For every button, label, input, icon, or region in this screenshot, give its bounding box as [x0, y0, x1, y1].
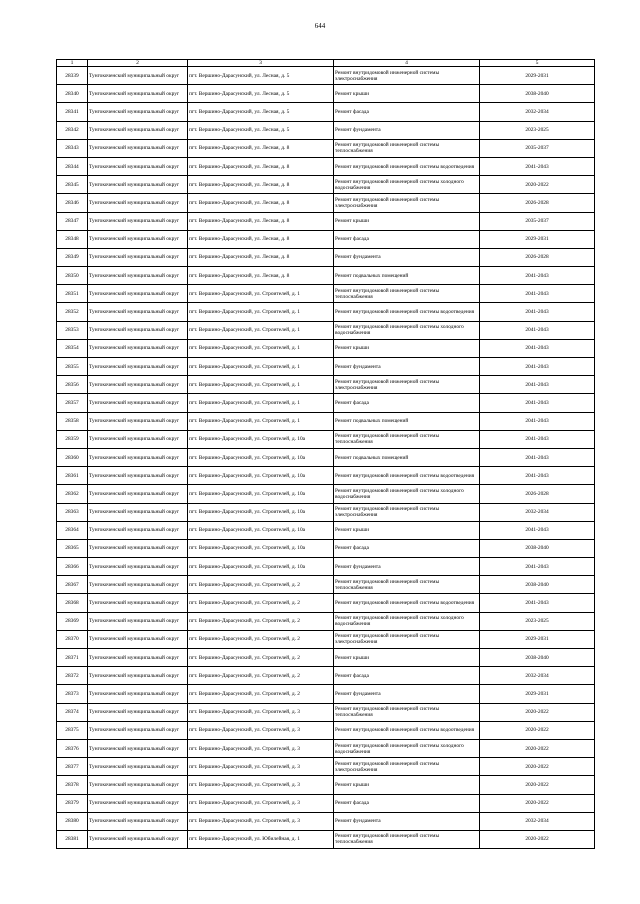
- address-cell: пгт. Вершино-Дарасунский, ул. Лесная, д. 8: [188, 212, 334, 230]
- row-number-cell: 28357: [57, 394, 88, 412]
- municipality-cell: Тунгокоченский муниципальный округ: [88, 812, 188, 830]
- work-type-cell: Ремонт фундамента: [334, 812, 480, 830]
- row-number-cell: 28345: [57, 176, 88, 194]
- work-type-cell: Ремонт фасада: [334, 794, 480, 812]
- address-cell: пгт. Вершино-Дарасунский, ул. Лесная, д. 8: [188, 248, 334, 266]
- table-row: [57, 139, 595, 157]
- work-type-cell: Ремонт внутридомовой инженерной системы электроснабжения: [334, 630, 480, 648]
- period-cell: 2020-2022: [480, 830, 595, 848]
- period-cell: 2032-2034: [480, 503, 595, 521]
- work-type-cell: Ремонт фасада: [334, 539, 480, 557]
- period-cell: 2026-2028: [480, 485, 595, 503]
- work-type-cell: Ремонт внутридомовой инженерной системы теплоснабжения: [334, 703, 480, 721]
- row-number-cell: 28368: [57, 594, 88, 612]
- work-type-cell: Ремонт крыши: [334, 521, 480, 539]
- table-row: [57, 176, 595, 194]
- row-number-cell: 28363: [57, 503, 88, 521]
- row-number-cell: 28364: [57, 521, 88, 539]
- work-type-cell: Ремонт крыши: [334, 85, 480, 103]
- header-row: [57, 60, 595, 67]
- work-type-cell: Ремонт подвальных помещений: [334, 448, 480, 466]
- work-type-cell: Ремонт внутридомовой инженерной системы теплоснабжения: [334, 830, 480, 848]
- period-cell: 2026-2028: [480, 248, 595, 266]
- work-type-cell: Ремонт фундамента: [334, 121, 480, 139]
- table-row: [57, 67, 595, 85]
- table-row: [57, 667, 595, 685]
- work-type-cell: Ремонт фундамента: [334, 248, 480, 266]
- municipality-cell: Тунгокоченский муниципальный округ: [88, 285, 188, 303]
- municipality-cell: Тунгокоченский муниципальный округ: [88, 503, 188, 521]
- work-type-cell: Ремонт внутридомовой инженерной системы электроснабжения: [334, 758, 480, 776]
- municipality-cell: Тунгокоченский муниципальный округ: [88, 558, 188, 576]
- work-type-cell: Ремонт фасада: [334, 667, 480, 685]
- period-cell: 2020-2022: [480, 721, 595, 739]
- table-row: [57, 321, 595, 339]
- row-number-cell: 28346: [57, 194, 88, 212]
- row-number-cell: 28369: [57, 612, 88, 630]
- period-cell: 2041-2043: [480, 430, 595, 448]
- work-type-cell: Ремонт крыши: [334, 212, 480, 230]
- address-cell: пгт. Вершино-Дарасунский, ул. Строителей, д. 2: [188, 685, 334, 703]
- row-number-cell: 28354: [57, 339, 88, 357]
- address-cell: пгт. Вершино-Дарасунский, ул. Строителей, д. 1: [188, 321, 334, 339]
- address-cell: пгт. Вершино-Дарасунский, ул. Строителей, д. 1: [188, 412, 334, 430]
- row-number-cell: 28340: [57, 85, 88, 103]
- table-row: [57, 412, 595, 430]
- municipality-cell: Тунгокоченский муниципальный округ: [88, 521, 188, 539]
- table-row: [57, 721, 595, 739]
- work-type-cell: Ремонт фундамента: [334, 558, 480, 576]
- work-type-cell: Ремонт внутридомовой инженерной системы водоотведения: [334, 303, 480, 321]
- municipality-cell: Тунгокоченский муниципальный округ: [88, 67, 188, 85]
- table-row: [57, 303, 595, 321]
- period-cell: 2026-2028: [480, 194, 595, 212]
- work-type-cell: Ремонт внутридомовой инженерной системы электроснабжения: [334, 67, 480, 85]
- table-row: [57, 230, 595, 248]
- table-row: [57, 576, 595, 594]
- municipality-cell: Тунгокоченский муниципальный округ: [88, 630, 188, 648]
- period-cell: 2041-2043: [480, 448, 595, 466]
- municipality-cell: Тунгокоченский муниципальный округ: [88, 85, 188, 103]
- address-cell: пгт. Вершино-Дарасунский, ул. Лесная, д. 5: [188, 121, 334, 139]
- municipality-cell: Тунгокоченский муниципальный округ: [88, 721, 188, 739]
- row-number-cell: 28376: [57, 739, 88, 757]
- period-cell: 2035-2037: [480, 139, 595, 157]
- address-cell: пгт. Вершино-Дарасунский, ул. Строителей, д. 1: [188, 358, 334, 376]
- row-number-cell: 28361: [57, 467, 88, 485]
- period-cell: 2041-2043: [480, 157, 595, 175]
- municipality-cell: Тунгокоченский муниципальный округ: [88, 176, 188, 194]
- table-row: [57, 630, 595, 648]
- address-cell: пгт. Вершино-Дарасунский, ул. Лесная, д. 5: [188, 67, 334, 85]
- address-cell: пгт. Вершино-Дарасунский, ул. Лесная, д. 8: [188, 157, 334, 175]
- address-cell: пгт. Вершино-Дарасунский, ул. Строителей, д. 10а: [188, 430, 334, 448]
- municipality-cell: Тунгокоченский муниципальный округ: [88, 739, 188, 757]
- header-cell-2: 2: [88, 60, 188, 67]
- table-row: [57, 649, 595, 667]
- period-cell: 2032-2034: [480, 667, 595, 685]
- table-row: [57, 267, 595, 285]
- address-cell: пгт. Вершино-Дарасунский, ул. Строителей, д. 1: [188, 394, 334, 412]
- period-cell: 2041-2043: [480, 467, 595, 485]
- address-cell: пгт. Вершино-Дарасунский, ул. Строителей, д. 10а: [188, 558, 334, 576]
- address-cell: пгт. Вершино-Дарасунский, ул. Строителей, д. 2: [188, 649, 334, 667]
- row-number-cell: 28353: [57, 321, 88, 339]
- municipality-cell: Тунгокоченский муниципальный округ: [88, 303, 188, 321]
- period-cell: 2032-2034: [480, 812, 595, 830]
- period-cell: 2029-2031: [480, 685, 595, 703]
- municipality-cell: Тунгокоченский муниципальный округ: [88, 248, 188, 266]
- header-cell-4: 4: [334, 60, 480, 67]
- row-number-cell: 28349: [57, 248, 88, 266]
- row-number-cell: 28365: [57, 539, 88, 557]
- address-cell: пгт. Вершино-Дарасунский, ул. Строителей, д. 3: [188, 776, 334, 794]
- address-cell: пгт. Вершино-Дарасунский, ул. Лесная, д. 8: [188, 194, 334, 212]
- row-number-cell: 28366: [57, 558, 88, 576]
- row-number-cell: 28339: [57, 67, 88, 85]
- header-cell-1: 1: [57, 60, 88, 67]
- data-table: [56, 59, 595, 849]
- address-cell: пгт. Вершино-Дарасунский, ул. Строителей, д. 1: [188, 339, 334, 357]
- address-cell: пгт. Вершино-Дарасунский, ул. Строителей, д. 10а: [188, 539, 334, 557]
- table-row: [57, 703, 595, 721]
- address-cell: пгт. Вершино-Дарасунский, ул. Лесная, д. 5: [188, 103, 334, 121]
- municipality-cell: Тунгокоченский муниципальный округ: [88, 467, 188, 485]
- table-row: [57, 558, 595, 576]
- work-type-cell: Ремонт крыши: [334, 776, 480, 794]
- address-cell: пгт. Вершино-Дарасунский, ул. Строителей, д. 10а: [188, 467, 334, 485]
- period-cell: 2023-2025: [480, 612, 595, 630]
- municipality-cell: Тунгокоченский муниципальный округ: [88, 539, 188, 557]
- municipality-cell: Тунгокоченский муниципальный округ: [88, 667, 188, 685]
- table-row: [57, 430, 595, 448]
- table-row: [57, 157, 595, 175]
- address-cell: пгт. Вершино-Дарасунский, ул. Юбилейная, д. 1: [188, 830, 334, 848]
- work-type-cell: Ремонт фундамента: [334, 685, 480, 703]
- table-row: [57, 594, 595, 612]
- work-type-cell: Ремонт фундамента: [334, 358, 480, 376]
- table-row: [57, 812, 595, 830]
- address-cell: пгт. Вершино-Дарасунский, ул. Строителей, д. 10а: [188, 503, 334, 521]
- row-number-cell: 28343: [57, 139, 88, 157]
- municipality-cell: Тунгокоченский муниципальный округ: [88, 758, 188, 776]
- work-type-cell: Ремонт внутридомовой инженерной системы теплоснабжения: [334, 430, 480, 448]
- period-cell: 2020-2022: [480, 703, 595, 721]
- table-row: [57, 339, 595, 357]
- period-cell: 2041-2043: [480, 285, 595, 303]
- row-number-cell: 28356: [57, 376, 88, 394]
- table-row: [57, 612, 595, 630]
- work-type-cell: Ремонт внутридомовой инженерной системы электроснабжения: [334, 376, 480, 394]
- work-type-cell: Ремонт внутридомовой инженерной системы электроснабжения: [334, 194, 480, 212]
- municipality-cell: Тунгокоченский муниципальный округ: [88, 576, 188, 594]
- page-number: 644: [314, 22, 326, 30]
- municipality-cell: Тунгокоченский муниципальный округ: [88, 212, 188, 230]
- work-type-cell: Ремонт подвальных помещений: [334, 412, 480, 430]
- row-number-cell: 28379: [57, 794, 88, 812]
- municipality-cell: Тунгокоченский муниципальный округ: [88, 103, 188, 121]
- table-row: [57, 539, 595, 557]
- work-type-cell: Ремонт фасада: [334, 394, 480, 412]
- period-cell: 2041-2043: [480, 267, 595, 285]
- table-row: [57, 85, 595, 103]
- municipality-cell: Тунгокоченский муниципальный округ: [88, 267, 188, 285]
- row-number-cell: 28380: [57, 812, 88, 830]
- municipality-cell: Тунгокоченский муниципальный округ: [88, 394, 188, 412]
- row-number-cell: 28360: [57, 448, 88, 466]
- period-cell: 2029-2031: [480, 230, 595, 248]
- period-cell: 2041-2043: [480, 521, 595, 539]
- municipality-cell: Тунгокоченский муниципальный округ: [88, 594, 188, 612]
- address-cell: пгт. Вершино-Дарасунский, ул. Строителей, д. 2: [188, 594, 334, 612]
- table-body: [57, 60, 595, 849]
- period-cell: 2038-2040: [480, 85, 595, 103]
- row-number-cell: 28362: [57, 485, 88, 503]
- address-cell: пгт. Вершино-Дарасунский, ул. Строителей, д. 2: [188, 667, 334, 685]
- row-number-cell: 28342: [57, 121, 88, 139]
- period-cell: 2041-2043: [480, 303, 595, 321]
- row-number-cell: 28374: [57, 703, 88, 721]
- period-cell: 2035-2037: [480, 212, 595, 230]
- row-number-cell: 28381: [57, 830, 88, 848]
- row-number-cell: 28352: [57, 303, 88, 321]
- period-cell: 2041-2043: [480, 358, 595, 376]
- municipality-cell: Тунгокоченский муниципальный округ: [88, 157, 188, 175]
- period-cell: 2041-2043: [480, 594, 595, 612]
- table-row: [57, 376, 595, 394]
- period-cell: 2041-2043: [480, 412, 595, 430]
- work-type-cell: Ремонт внутридомовой инженерной системы теплоснабжения: [334, 139, 480, 157]
- period-cell: 2038-2040: [480, 539, 595, 557]
- work-type-cell: Ремонт внутридомовой инженерной системы водоотведения: [334, 721, 480, 739]
- address-cell: пгт. Вершино-Дарасунский, ул. Строителей, д. 1: [188, 303, 334, 321]
- municipality-cell: Тунгокоченский муниципальный округ: [88, 121, 188, 139]
- table-row: [57, 394, 595, 412]
- row-number-cell: 28378: [57, 776, 88, 794]
- period-cell: 2038-2040: [480, 649, 595, 667]
- work-type-cell: Ремонт внутридомовой инженерной системы холодного водоснабжения: [334, 485, 480, 503]
- municipality-cell: Тунгокоченский муниципальный округ: [88, 448, 188, 466]
- work-type-cell: Ремонт внутридомовой инженерной системы холодного водоснабжения: [334, 739, 480, 757]
- address-cell: пгт. Вершино-Дарасунский, ул. Лесная, д. 8: [188, 139, 334, 157]
- work-type-cell: Ремонт подвальных помещений: [334, 267, 480, 285]
- row-number-cell: 28351: [57, 285, 88, 303]
- address-cell: пгт. Вершино-Дарасунский, ул. Лесная, д. 8: [188, 176, 334, 194]
- work-type-cell: Ремонт крыши: [334, 649, 480, 667]
- municipality-cell: Тунгокоченский муниципальный округ: [88, 230, 188, 248]
- municipality-cell: Тунгокоченский муниципальный округ: [88, 376, 188, 394]
- municipality-cell: Тунгокоченский муниципальный округ: [88, 830, 188, 848]
- address-cell: пгт. Вершино-Дарасунский, ул. Лесная, д. 5: [188, 85, 334, 103]
- address-cell: пгт. Вершино-Дарасунский, ул. Строителей, д. 10а: [188, 448, 334, 466]
- address-cell: пгт. Вершино-Дарасунский, ул. Строителей, д. 3: [188, 721, 334, 739]
- period-cell: 2020-2022: [480, 776, 595, 794]
- municipality-cell: Тунгокоченский муниципальный округ: [88, 412, 188, 430]
- row-number-cell: 28377: [57, 758, 88, 776]
- municipality-cell: Тунгокоченский муниципальный округ: [88, 776, 188, 794]
- address-cell: пгт. Вершино-Дарасунский, ул. Строителей, д. 2: [188, 612, 334, 630]
- period-cell: 2020-2022: [480, 794, 595, 812]
- work-type-cell: Ремонт внутридомовой инженерной системы холодного водоснабжения: [334, 612, 480, 630]
- address-cell: пгт. Вершино-Дарасунский, ул. Строителей, д. 3: [188, 758, 334, 776]
- period-cell: 2038-2040: [480, 576, 595, 594]
- row-number-cell: 28359: [57, 430, 88, 448]
- address-cell: пгт. Вершино-Дарасунский, ул. Строителей, д. 1: [188, 376, 334, 394]
- row-number-cell: 28373: [57, 685, 88, 703]
- period-cell: 2032-2034: [480, 103, 595, 121]
- period-cell: 2041-2043: [480, 394, 595, 412]
- row-number-cell: 28371: [57, 649, 88, 667]
- table-row: [57, 776, 595, 794]
- address-cell: пгт. Вершино-Дарасунский, ул. Лесная, д. 8: [188, 267, 334, 285]
- row-number-cell: 28355: [57, 358, 88, 376]
- row-number-cell: 28347: [57, 212, 88, 230]
- table-row: [57, 830, 595, 848]
- work-type-cell: Ремонт крыши: [334, 339, 480, 357]
- period-cell: 2023-2025: [480, 121, 595, 139]
- municipality-cell: Тунгокоченский муниципальный округ: [88, 685, 188, 703]
- row-number-cell: 28372: [57, 667, 88, 685]
- row-number-cell: 28350: [57, 267, 88, 285]
- municipality-cell: Тунгокоченский муниципальный округ: [88, 794, 188, 812]
- address-cell: пгт. Вершино-Дарасунский, ул. Строителей, д. 3: [188, 739, 334, 757]
- table-row: [57, 794, 595, 812]
- table-row: [57, 212, 595, 230]
- municipality-cell: Тунгокоченский муниципальный округ: [88, 649, 188, 667]
- municipality-cell: Тунгокоченский муниципальный округ: [88, 358, 188, 376]
- municipality-cell: Тунгокоченский муниципальный округ: [88, 139, 188, 157]
- work-type-cell: Ремонт внутридомовой инженерной системы теплоснабжения: [334, 576, 480, 594]
- period-cell: 2020-2022: [480, 739, 595, 757]
- address-cell: пгт. Вершино-Дарасунский, ул. Строителей, д. 10а: [188, 485, 334, 503]
- table-row: [57, 194, 595, 212]
- address-cell: пгт. Вершино-Дарасунский, ул. Строителей, д. 3: [188, 794, 334, 812]
- period-cell: 2041-2043: [480, 376, 595, 394]
- table-row: [57, 503, 595, 521]
- municipality-cell: Тунгокоченский муниципальный округ: [88, 321, 188, 339]
- row-number-cell: 28375: [57, 721, 88, 739]
- work-type-cell: Ремонт внутридомовой инженерной системы электроснабжения: [334, 503, 480, 521]
- work-type-cell: Ремонт внутридомовой инженерной системы водоотведения: [334, 157, 480, 175]
- period-cell: 2020-2022: [480, 758, 595, 776]
- table-row: [57, 467, 595, 485]
- period-cell: 2041-2043: [480, 321, 595, 339]
- work-type-cell: Ремонт внутридомовой инженерной системы водоотведения: [334, 594, 480, 612]
- row-number-cell: 28358: [57, 412, 88, 430]
- municipality-cell: Тунгокоченский муниципальный округ: [88, 703, 188, 721]
- municipality-cell: Тунгокоченский муниципальный округ: [88, 194, 188, 212]
- table-row: [57, 521, 595, 539]
- municipality-cell: Тунгокоченский муниципальный округ: [88, 430, 188, 448]
- period-cell: 2041-2043: [480, 558, 595, 576]
- row-number-cell: 28341: [57, 103, 88, 121]
- municipality-cell: Тунгокоченский муниципальный округ: [88, 612, 188, 630]
- period-cell: 2020-2022: [480, 176, 595, 194]
- row-number-cell: 28367: [57, 576, 88, 594]
- address-cell: пгт. Вершино-Дарасунский, ул. Строителей, д. 3: [188, 703, 334, 721]
- address-cell: пгт. Вершино-Дарасунский, ул. Строителей, д. 2: [188, 630, 334, 648]
- municipality-cell: Тунгокоченский муниципальный округ: [88, 339, 188, 357]
- address-cell: пгт. Вершино-Дарасунский, ул. Строителей, д. 10а: [188, 521, 334, 539]
- table-row: [57, 739, 595, 757]
- header-cell-3: 3: [188, 60, 334, 67]
- period-cell: 2029-2031: [480, 67, 595, 85]
- row-number-cell: 28344: [57, 157, 88, 175]
- period-cell: 2041-2043: [480, 339, 595, 357]
- table-row: [57, 685, 595, 703]
- table-row: [57, 358, 595, 376]
- address-cell: пгт. Вершино-Дарасунский, ул. Строителей, д. 1: [188, 285, 334, 303]
- table-row: [57, 248, 595, 266]
- municipality-cell: Тунгокоченский муниципальный округ: [88, 485, 188, 503]
- work-type-cell: Ремонт внутридомовой инженерной системы теплоснабжения: [334, 285, 480, 303]
- row-number-cell: 28370: [57, 630, 88, 648]
- table-row: [57, 285, 595, 303]
- period-cell: 2029-2031: [480, 630, 595, 648]
- table-row: [57, 758, 595, 776]
- work-type-cell: Ремонт фасада: [334, 230, 480, 248]
- work-type-cell: Ремонт внутридомовой инженерной системы холодного водоснабжения: [334, 176, 480, 194]
- header-cell-5: 5: [480, 60, 595, 67]
- work-type-cell: Ремонт фасада: [334, 103, 480, 121]
- table-row: [57, 485, 595, 503]
- address-cell: пгт. Вершино-Дарасунский, ул. Лесная, д. 8: [188, 230, 334, 248]
- address-cell: пгт. Вершино-Дарасунский, ул. Строителей, д. 2: [188, 576, 334, 594]
- table-row: [57, 103, 595, 121]
- row-number-cell: 28348: [57, 230, 88, 248]
- address-cell: пгт. Вершино-Дарасунский, ул. Строителей, д. 3: [188, 812, 334, 830]
- table-row: [57, 448, 595, 466]
- table-row: [57, 121, 595, 139]
- work-type-cell: Ремонт внутридомовой инженерной системы холодного водоснабжения: [334, 321, 480, 339]
- work-type-cell: Ремонт внутридомовой инженерной системы водоотведения: [334, 467, 480, 485]
